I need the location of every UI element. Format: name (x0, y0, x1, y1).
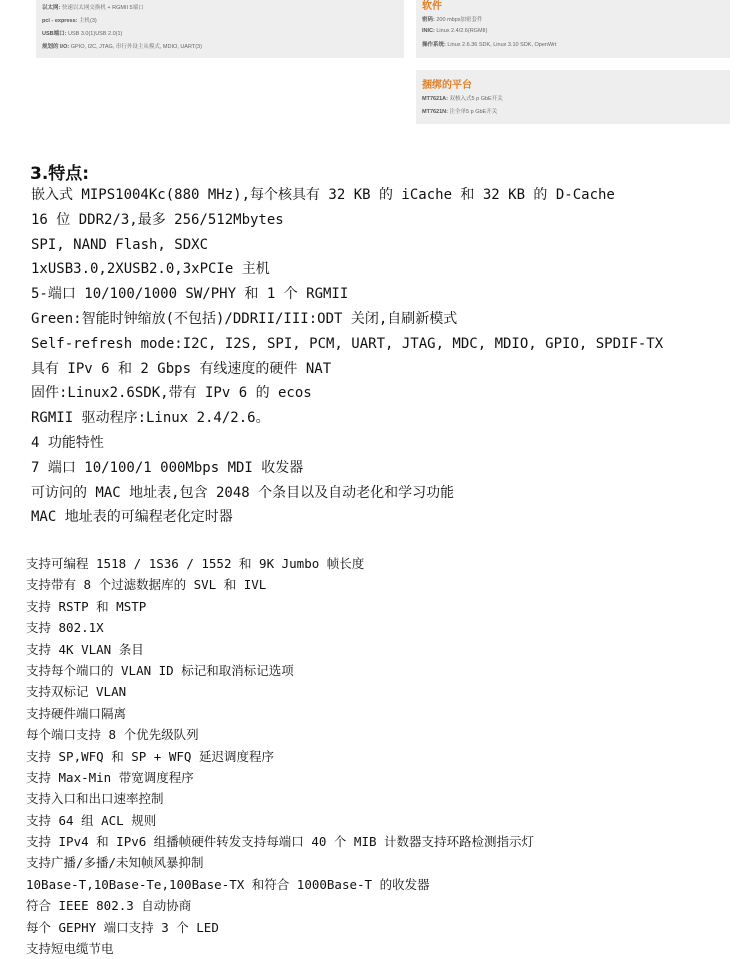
spec-card-hardware (36, 0, 404, 58)
feature-item: 固件:Linux2.6SDK,带有 IPv 6 的 ecos (31, 385, 312, 402)
support-list (26, 553, 534, 959)
support-item: 支持硬件端口隔离 (26, 705, 127, 721)
feature-item: 7 端口 10/100/1 000Mbps MDI 收发器 (31, 459, 304, 476)
support-item: 支持 RSTP 和 MSTP (26, 598, 147, 614)
feature-item: Self-refresh mode:I2C, I2S, SPI, PCM, UART, JTAG, MDC, MDIO, GPIO, SPDIF-TX (31, 335, 664, 352)
feature-item: 1xUSB3.0,2XUSB2.0,3xPCIe 主机 (31, 261, 270, 278)
feature-list (31, 183, 663, 530)
feature-item: 16 位 DDR2/3,最多 256/512Mbytes (31, 211, 284, 228)
spec-line: INIC: Linux 2.4/2.6(RGMII) (422, 28, 488, 34)
feature-item: SPI, NAND Flash, SDXC (31, 236, 209, 253)
spec-line: USB端口: USB 3.0(1)USB 2.0(1) (42, 31, 123, 37)
spec-card-software (416, 0, 730, 58)
support-item: 支持 SP,WFQ 和 SP + WFQ 延迟调度程序 (26, 748, 274, 764)
support-item: 支持可编程 1518 / 1S36 / 1552 和 9K Jumbo 帧长度 (26, 556, 365, 571)
support-item: 支持 4K VLAN 条目 (26, 641, 144, 657)
section-title: 3.特点: (30, 164, 90, 184)
support-item: 支持带有 8 个过滤数据库的 SVL 和 IVL (26, 577, 267, 593)
support-item: 支持 Max-Min 带宽调度程序 (26, 769, 194, 785)
feature-item: MAC 地址表的可编程老化定时器 (31, 509, 233, 526)
support-item: 支持短电缆节电 (26, 941, 114, 957)
feature-item: 具有 IPv 6 和 2 Gbps 有线速度的硬件 NAT (31, 360, 332, 377)
card-title: 捆绑的平台 (422, 80, 472, 91)
card-title: 软件 (422, 1, 442, 12)
support-item: 每个端口支持 8 个优先级队列 (26, 727, 199, 743)
spec-line: MT7621A: 双核入式5 p GbE开关 (422, 96, 503, 102)
spec-line: 规划的 I/O: GPIO, I2C, JTAG, 串行外设主从模式, MDIO, UART(3) (42, 44, 202, 50)
support-item: 支持 IPv4 和 IPv6 组播帧硬件转发支持每端口 40 个 MIB 计数器支持环路检测指示灯 (26, 834, 535, 850)
feature-item: RGMII 驱动程序:Linux 2.4/2.6。 (31, 410, 270, 427)
support-item: 支持入口和出口速率控制 (26, 791, 164, 807)
feature-item: 嵌入式 MIPS1004Kc(880 MHz),每个核具有 32 KB 的 iCache 和 32 KB 的 D-Cache (31, 187, 615, 203)
spec-line: 以太网: 快速以太网交换机 + RGMII 5端口 (42, 5, 144, 11)
spec-line: pci - express: 主机(3) (42, 18, 97, 24)
feature-item: Green:智能时钟缩放(不包括)/DDRII/III:ODT 关闭,自刷新模式 (31, 310, 458, 327)
spec-line: 操作系统: Linux 2.6.36 SDK, Linux 3.10 SDK, OpenWrt (422, 42, 557, 48)
support-item: 10Base-T,10Base-Te,100Base-TX 和符合 1000Base-T 的收发器 (26, 876, 430, 892)
support-item: 符合 IEEE 802.3 自动协商 (26, 898, 192, 914)
support-item: 支持 64 组 ACL 规则 (26, 812, 157, 828)
support-item: 每个 GEPHY 端口支持 3 个 LED (26, 919, 219, 935)
spec-line: 密码: 200 mbps加密套件 (422, 17, 483, 23)
support-item: 支持广播/多播/未知帧风暴抑制 (26, 855, 204, 871)
support-item: 支持双标记 VLAN (26, 684, 127, 700)
support-item: 支持每个端口的 VLAN ID 标记和取消标记选项 (26, 662, 294, 678)
spec-card-platforms (416, 70, 730, 124)
spec-line: MT7621N: 注全单5 p GbE开关 (422, 109, 498, 115)
feature-item: 4 功能特性 (31, 434, 104, 451)
feature-item: 5-端口 10/100/1000 SW/PHY 和 1 个 RGMII (31, 286, 349, 303)
support-item: 支持 802.1X (26, 620, 104, 636)
feature-item: 可访问的 MAC 地址表,包含 2048 个条目以及自动老化和学习功能 (31, 484, 455, 501)
